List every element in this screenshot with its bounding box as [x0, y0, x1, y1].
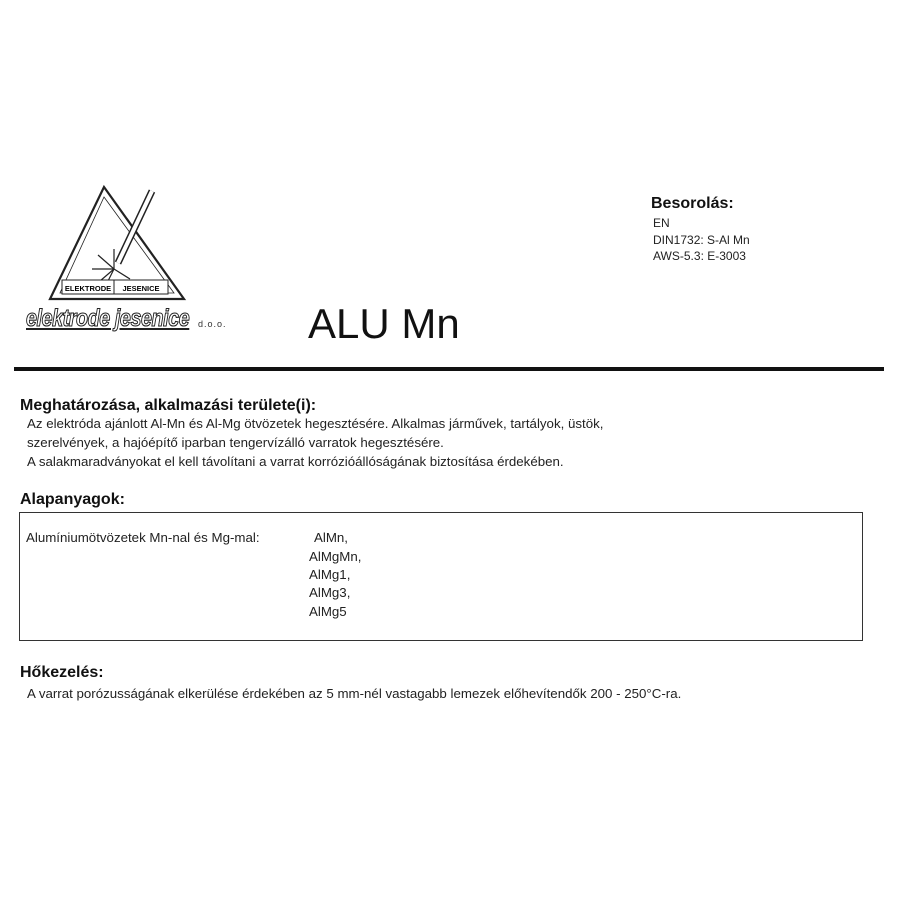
- classification-line: DIN1732: S-Al Mn: [653, 233, 750, 247]
- classification-line: AWS-5.3: E-3003: [653, 249, 746, 263]
- brand-name: elektrode jesenice: [26, 305, 190, 332]
- definition-line: A salakmaradványokat el kell távolítani a varrat korrózióállóságának biztosítása érdekében.: [27, 454, 564, 469]
- material-item: AlMg1,: [309, 567, 351, 582]
- header-divider: [14, 367, 884, 371]
- heat-treatment-heading: Hőkezelés:: [20, 664, 104, 681]
- definition-line: Az elektróda ajánlott Al-Mn és Al-Mg ötvözetek hegesztésére. Alkalmas járművek, tartályok, üstök,: [27, 416, 604, 431]
- material-item: AlMg5: [309, 604, 347, 619]
- classification-title: Besorolás:: [651, 195, 734, 212]
- heat-treatment-text: A varrat porózusságának elkerülése érdekében az 5 mm-nél vastagabb lemezek előhevítendők 200 - 250°C-ra.: [27, 686, 682, 701]
- material-item: AlMn,: [314, 530, 348, 545]
- logo-text-elektrode: ELEKTRODE: [64, 284, 112, 293]
- base-materials-label: Alumíniumötvözetek Mn-nal és Mg-mal:: [26, 530, 260, 545]
- definition-heading: Meghatározása, alkalmazási területe(i):: [20, 397, 317, 414]
- classification-line: EN: [653, 216, 670, 230]
- material-item: AlMg3,: [309, 585, 351, 600]
- logo-text-jesenice: JESENICE: [122, 284, 160, 293]
- product-title: ALU Mn: [308, 300, 460, 347]
- material-item: AlMgMn,: [309, 549, 362, 564]
- base-materials-heading: Alapanyagok:: [20, 491, 125, 508]
- brand-suffix: d.o.o.: [198, 319, 227, 329]
- company-logo: [48, 183, 188, 303]
- definition-line: szerelvények, a hajóépítő iparban tengervízálló varratok hegesztésére.: [27, 435, 444, 450]
